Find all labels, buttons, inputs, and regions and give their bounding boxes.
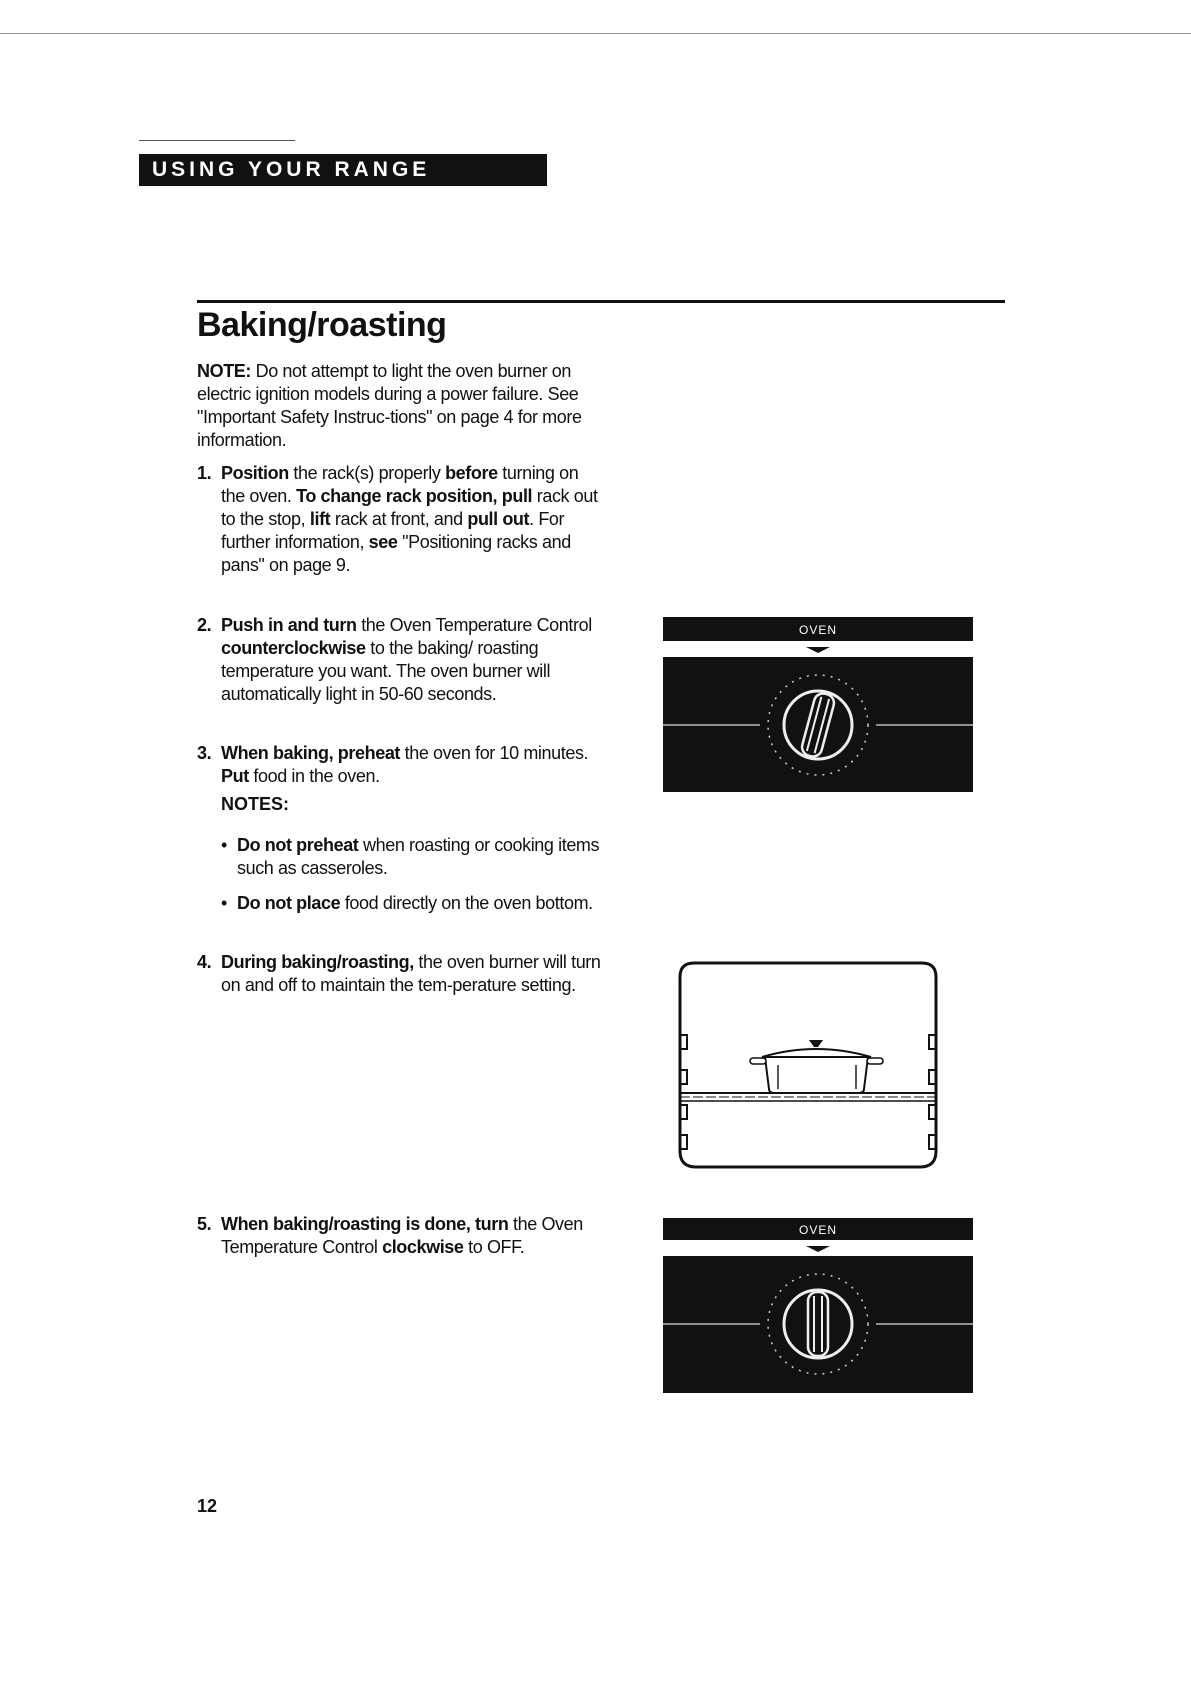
text-run: to the baking/ roasting temperature you want. The oven burner will automatically light in 50-60 seconds. [221, 638, 551, 704]
item-text [237, 893, 593, 913]
step-number: 2. [197, 615, 212, 635]
item-text [237, 835, 599, 878]
text-run: rack at front, and [330, 509, 468, 529]
oven-label-2: OVEN [798, 1223, 838, 1237]
text-run: the rack(s) properly [288, 463, 446, 483]
pointer-arrow-icon [806, 1246, 830, 1252]
notes-heading: NOTES: [221, 794, 290, 814]
text-run: . For further information, [221, 509, 565, 552]
header-rule [139, 140, 295, 141]
pointer-arrow-icon [806, 647, 830, 653]
note-label: NOTE: [197, 361, 251, 381]
text-run: food in the oven. [248, 766, 380, 786]
step-3 [197, 742, 602, 788]
step-5 [197, 1213, 602, 1259]
step-number: 1. [197, 463, 212, 483]
item-text [221, 743, 588, 786]
oven-knob-off-figure [663, 1218, 973, 1393]
knob-grip-icon [808, 1292, 828, 1356]
bold-run: Position [221, 463, 289, 483]
note-text: Do not attempt to light the oven burner on electric ignition models during a power failure. See "Important Safety Instruc-tions" on page 4 for more information. [197, 361, 582, 450]
bold-run: counterclockwise [221, 638, 366, 658]
bold-run: pull out [467, 509, 530, 529]
text-run: the oven burner will turn on and off to maintain the tem-perature setting. [221, 952, 601, 995]
bullet-icon: • [221, 893, 227, 913]
bold-run: During baking/roasting, [221, 952, 414, 972]
page-title: Baking/roasting [197, 306, 447, 344]
bold-run: To change rack position, pull [296, 486, 533, 506]
bold-run: see [368, 532, 398, 552]
step-2 [197, 614, 602, 706]
oven-label-1: OVEN [798, 623, 838, 637]
step-4 [197, 951, 602, 997]
bold-run: When baking/roasting is done, turn [221, 1214, 509, 1234]
step-number: 4. [197, 952, 212, 972]
note-bullet-2 [221, 892, 601, 915]
text-run: food directly on the oven bottom. [340, 893, 593, 913]
bold-run: Push in and turn [221, 615, 357, 635]
oven-interior-figure [670, 955, 946, 1177]
page-number: 12 [197, 1496, 218, 1516]
bullet-icon: • [221, 835, 227, 855]
step-number: 3. [197, 743, 212, 763]
top-border-rule [0, 33, 1191, 34]
title-rule [197, 300, 1005, 303]
bold-run: Do not preheat [237, 835, 359, 855]
oven-knob-bake-figure [663, 617, 973, 792]
text-run: turning on the oven. [221, 463, 579, 506]
text-run: the Oven Temperature Control [221, 1214, 583, 1257]
item-text [221, 952, 601, 995]
bold-run: When baking, preheat [221, 743, 401, 763]
bold-run: lift [309, 509, 331, 529]
bold-run: clockwise [382, 1237, 464, 1257]
safety-note [197, 360, 602, 452]
bold-run: Do not place [237, 893, 341, 913]
step-number: 5. [197, 1214, 212, 1234]
note-bullet-1 [221, 834, 601, 880]
item-text [221, 463, 598, 575]
text-run: the Oven Temperature Control [356, 615, 592, 635]
item-text [221, 615, 592, 704]
item-text [221, 1214, 583, 1257]
bold-run: before [445, 463, 498, 483]
text-run: rack out to the stop, [221, 486, 598, 529]
text-run: the oven for 10 minutes. [400, 743, 589, 763]
text-run: when roasting or cooking items such as casseroles. [237, 835, 600, 878]
text-run: "Positioning racks and pans" on page 9. [221, 532, 571, 575]
step-1 [197, 462, 602, 577]
bold-run: Put [221, 766, 249, 786]
section-header: USING YOUR RANGE [139, 154, 547, 186]
text-run: to OFF. [463, 1237, 525, 1257]
